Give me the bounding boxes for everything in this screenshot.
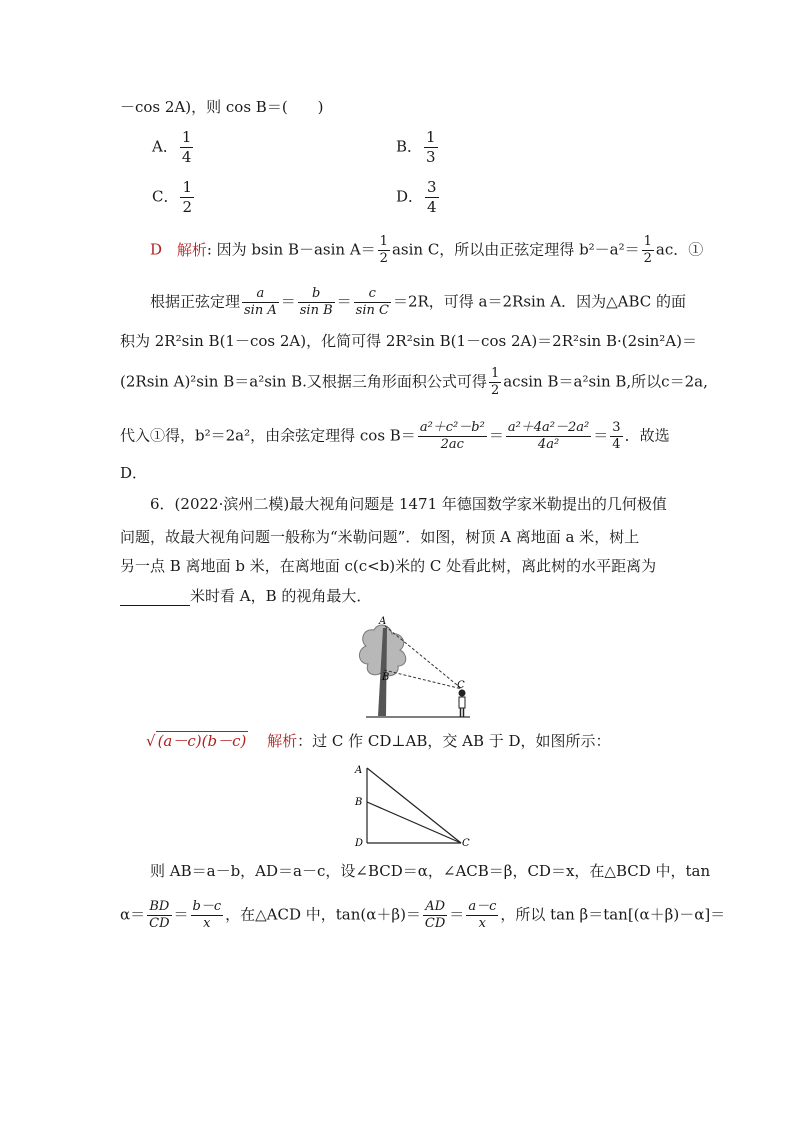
q6-stem-line-2 bbox=[120, 527, 639, 547]
label-d: D bbox=[355, 838, 364, 849]
equals: ＝ bbox=[449, 905, 465, 924]
question-text: 另一点 B 离地面 b 米，在离地面 c(c<b)米的 C 处看此树，离此树的水平距离为 bbox=[120, 557, 657, 575]
equals: ＝ bbox=[336, 292, 352, 311]
question-text: 6．(2022·滨州二模)最大视角问题是 1471 年德国数学家米勒提出的几何极值 bbox=[150, 495, 667, 513]
q6-analysis-line-2 bbox=[150, 861, 710, 881]
fraction: $\frac{c}{\text{sin C}}$ bbox=[355, 286, 389, 318]
option-c-label: C． bbox=[152, 187, 179, 206]
option-b-fraction: $\frac{1}{3}$ bbox=[426, 128, 436, 166]
q6-analysis-line-3 bbox=[120, 899, 725, 932]
sight-line-b bbox=[384, 670, 462, 689]
segment-bc bbox=[367, 802, 461, 843]
q6-stem-line-4 bbox=[120, 586, 371, 606]
q6-stem-line-1 bbox=[150, 494, 667, 514]
analysis-text: D． bbox=[120, 464, 148, 482]
option-a-label: A． bbox=[152, 137, 178, 156]
segment-ac bbox=[367, 768, 461, 843]
fraction: $\frac{1}{2}$ bbox=[643, 234, 652, 266]
analysis-text: asin C，所以由正弦定理得 b²－a²＝ bbox=[391, 240, 640, 259]
question-text: 问题，故最大视角问题一般称为“米勒问题”．如图，树顶 A 离地面 a 米，树上 bbox=[120, 528, 640, 546]
q5-analysis-label: 解析 bbox=[176, 240, 207, 259]
q5-analysis-line-5 bbox=[120, 420, 670, 453]
option-d-label: D． bbox=[396, 187, 424, 206]
q5-analysis-line-2 bbox=[150, 286, 686, 319]
fraction: $\frac{a-c}{x}$ bbox=[468, 899, 497, 931]
q5-answer: D bbox=[150, 240, 163, 259]
q5-stem-text: －cos 2A)，则 cos B＝( ) bbox=[120, 98, 324, 116]
fraction: $\frac{\text{a²＋c²－b²}}{2ac}$ bbox=[419, 420, 485, 452]
q6-analysis-label: 解析 bbox=[267, 732, 298, 750]
fraction: $\frac{b-c}{x}$ bbox=[192, 899, 222, 931]
fraction: $\frac{a}{\text{sin A}}$ bbox=[244, 286, 277, 318]
q6-answer: √ (a－c)(b－c) bbox=[146, 732, 247, 750]
label-b: B bbox=[382, 672, 390, 683]
right-triangle-figure bbox=[348, 760, 478, 852]
observer-body bbox=[459, 697, 465, 708]
analysis-text: ac．① bbox=[655, 240, 704, 259]
analysis-text: ，在△ACD 中，tan(α＋β)＝ bbox=[225, 905, 421, 924]
q5-stem-tail bbox=[120, 97, 324, 117]
analysis-text: : 因为 bsin B－asin A＝ bbox=[206, 240, 376, 259]
fraction: $\frac{1}{2}$ bbox=[490, 366, 500, 398]
analysis-text: 积为 2R²sin B(1－cos 2A)，化简可得 2R²sin B(1－cos 2A)＝2R²sin B·(2sin²A)＝ bbox=[120, 332, 697, 350]
q5-analysis-line-6 bbox=[120, 463, 147, 483]
answer-blank[interactable] bbox=[120, 589, 190, 606]
tree-viewing-figure bbox=[352, 614, 474, 722]
analysis-text: 代入①得，b²＝2a²，由余弦定理得 cos B＝ bbox=[120, 426, 416, 445]
analysis-text: ＝2R，可得 a＝2Rsin A．因为△ABC 的面 bbox=[392, 292, 687, 311]
analysis-text: 根据正弦定理 bbox=[150, 292, 241, 311]
analysis-text: 则 AB＝a－b，AD＝a－c，设∠BCD＝α，∠ACB＝β，CD＝x，在△BCD 中，tan bbox=[150, 862, 711, 880]
equals: ＝ bbox=[280, 292, 296, 311]
label-c: C bbox=[457, 680, 465, 691]
analysis-text: ，所以 tan β＝tan[(α＋β)－α]＝ bbox=[500, 905, 726, 924]
fraction: $\frac{1}{2}$ bbox=[379, 234, 388, 266]
label-a: A bbox=[379, 616, 387, 627]
analysis-text: ：过 C 作 CD⊥AB，交 AB 于 D，如图所示： bbox=[297, 732, 611, 750]
q5-analysis-line-1 bbox=[150, 234, 703, 267]
label-a: A bbox=[355, 765, 363, 776]
q5-analysis-line-4 bbox=[120, 366, 708, 399]
analysis-text: (2Rsin A)²sin B＝a²sin B.又根据三角形面积公式可得 bbox=[120, 372, 487, 391]
fraction: $\frac{BD}{CD}$ bbox=[149, 899, 170, 931]
fraction: $\frac{b}{\text{sin B}}$ bbox=[299, 286, 333, 318]
analysis-text: α＝ bbox=[120, 905, 146, 924]
label-b: B bbox=[355, 797, 363, 808]
analysis-text: acsin B＝a²sin B,所以c＝2a, bbox=[503, 372, 708, 391]
fraction: $\frac{\text{a²＋4a²－2a²}}{\text{4a²}}$ bbox=[507, 420, 590, 452]
option-c-fraction: $\frac{1}{2}$ bbox=[182, 178, 193, 216]
q5-analysis-line-3 bbox=[120, 331, 697, 351]
equals: ＝ bbox=[173, 905, 189, 924]
q6-stem-line-3 bbox=[120, 556, 656, 576]
equals: ＝ bbox=[488, 426, 504, 445]
q6-answer-line bbox=[146, 731, 611, 751]
q5-option-d bbox=[396, 178, 441, 217]
option-b-label: B． bbox=[396, 137, 423, 156]
option-d-fraction: $\frac{3}{4}$ bbox=[427, 178, 437, 216]
analysis-text: ．故选 bbox=[624, 426, 670, 445]
label-c: C bbox=[462, 838, 470, 849]
fraction: $\frac{3}{4}$ bbox=[612, 420, 621, 452]
equals: ＝ bbox=[593, 426, 609, 445]
fraction: $\frac{AD}{CD}$ bbox=[424, 899, 446, 931]
option-a-fraction: $\frac{1}{4}$ bbox=[181, 128, 192, 166]
q5-option-b bbox=[396, 128, 440, 167]
q5-option-c bbox=[152, 178, 196, 217]
question-text: 米时看 A，B 的视角最大． bbox=[190, 587, 372, 605]
q5-option-a bbox=[152, 128, 195, 167]
